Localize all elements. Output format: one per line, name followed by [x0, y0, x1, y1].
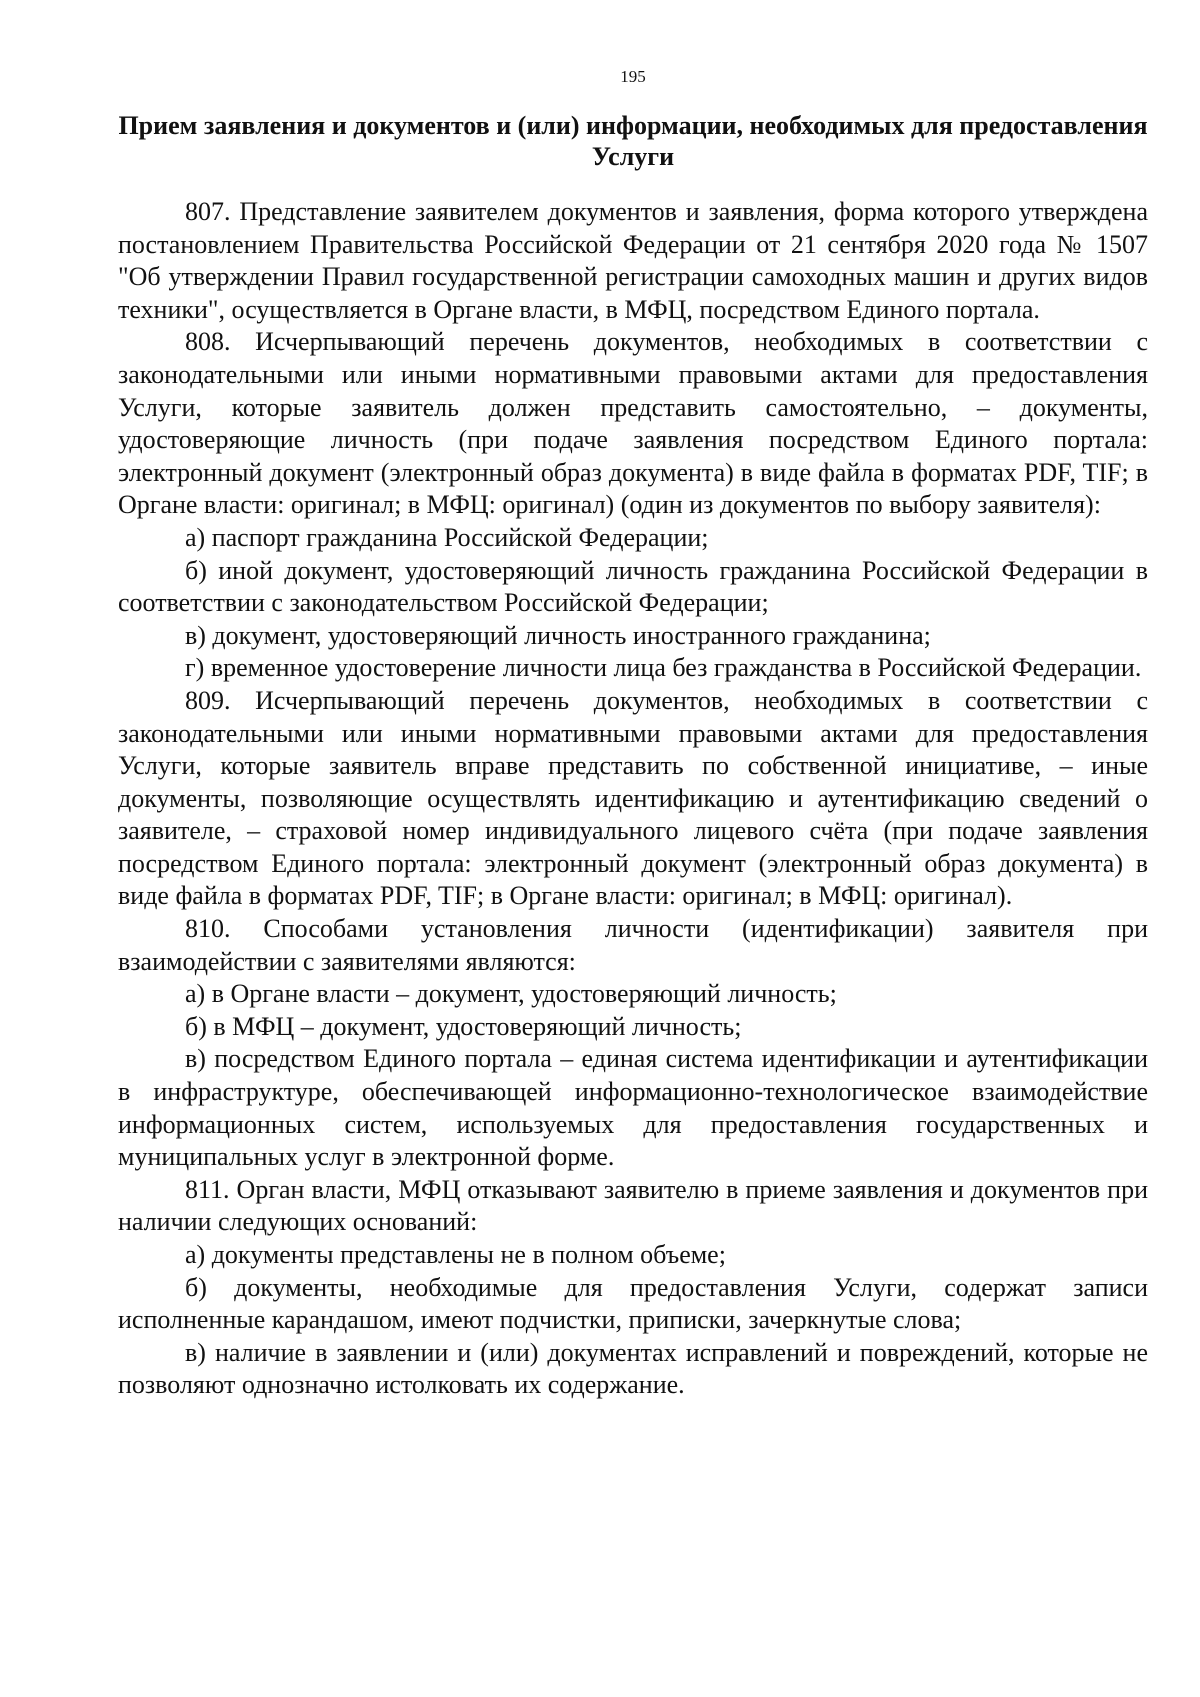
paragraph-807: 807. Представление заявителем документов и заявления, форма которого утверждена постановлением Правительства Российской Федерации от 21 сентября 2020 года № 1507 "Об утверждении Правил государственной регистрации самоходных машин и других видов техники", осуществляется в Органе власти, в МФЦ, посредством Единого портала.	[118, 197, 1148, 324]
page-number: 195	[620, 67, 646, 86]
document-body	[118, 196, 1148, 1402]
list-item-811-a: а) документы представлены не в полном объеме;	[185, 1240, 726, 1269]
document-page	[118, 66, 1148, 1402]
section-title: Прием заявления и документов и (или) информации, необходимых для предоставления Услуги	[118, 111, 1148, 171]
list-item-808-g: г) временное удостоверение личности лица без гражданства в Российской Федерации.	[185, 653, 1142, 683]
list-item-808-v: в) документ, удостоверяющий личность иностранного гражданина;	[185, 620, 931, 650]
paragraph-809: 809. Исчерпывающий перечень документов, необходимых в соответствии с законодательными или иными нормативными правовыми актами для предоставления Услуги, которые заявитель вправе представить по собственной инициативе, – иные документы, позволяющие осуществлять идентификацию и аутентификацию сведений о заявителе, – страховой номер индивидуального лицевого счёта (при подаче заявления посредством Единого портала: электронный документ (электронный образ документа) в виде файла в форматах PDF, TIF; в Органе власти: оригинал; в МФЦ: оригинал).	[118, 685, 1148, 911]
list-item-808-a: а) паспорт гражданина Российской Федерации;	[185, 522, 709, 552]
list-item-810-a: а) в Органе власти – документ, удостоверяющий личность;	[185, 979, 837, 1009]
list-item-811-v: в) наличие в заявлении и (или) документах исправлений и повреждений, которые не позволяют однозначно истолковать их содержание.	[118, 1337, 1148, 1400]
paragraph-811: 811. Орган власти, МФЦ отказывают заявителю в приеме заявления и документов при наличии следующих оснований:	[118, 1174, 1148, 1237]
list-item-811-b: б) документы, необходимые для предоставления Услуги, содержат записи исполненные карандашом, имеют подчистки, приписки, зачеркнутые слова;	[118, 1272, 1148, 1335]
list-item-810-v: в) посредством Единого портала – единая система идентификации и аутентификации в инфраструктуре, обеспечивающей информационно-технологическое взаимодействие информационных систем, используемых для предоставления государственных и муниципальных услуг в электронной форме.	[118, 1044, 1148, 1172]
paragraph-810: 810. Способами установления личности (идентификации) заявителя при взаимодействии с заявителями являются:	[118, 914, 1148, 976]
list-item-810-b: б) в МФЦ – документ, удостоверяющий личность;	[185, 1011, 742, 1041]
paragraph-808: 808. Исчерпывающий перечень документов, необходимых в соответствии с законодательными или иными нормативными правовыми актами для предоставления Услуги, которые заявитель должен представить самостоятельно, – документы, удостоверяющие личность (при подаче заявления посредством Единого портала: электронный документ (электронный образ документа) в виде файла в форматах PDF, TIF; в Органе власти: оригинал; в МФЦ: оригинал) (один из документов по выбору заявителя):	[118, 327, 1148, 520]
list-item-808-b: б) иной документ, удостоверяющий личность гражданина Российской Федерации в соответствии с законодательством Российской Федерации;	[118, 555, 1148, 618]
